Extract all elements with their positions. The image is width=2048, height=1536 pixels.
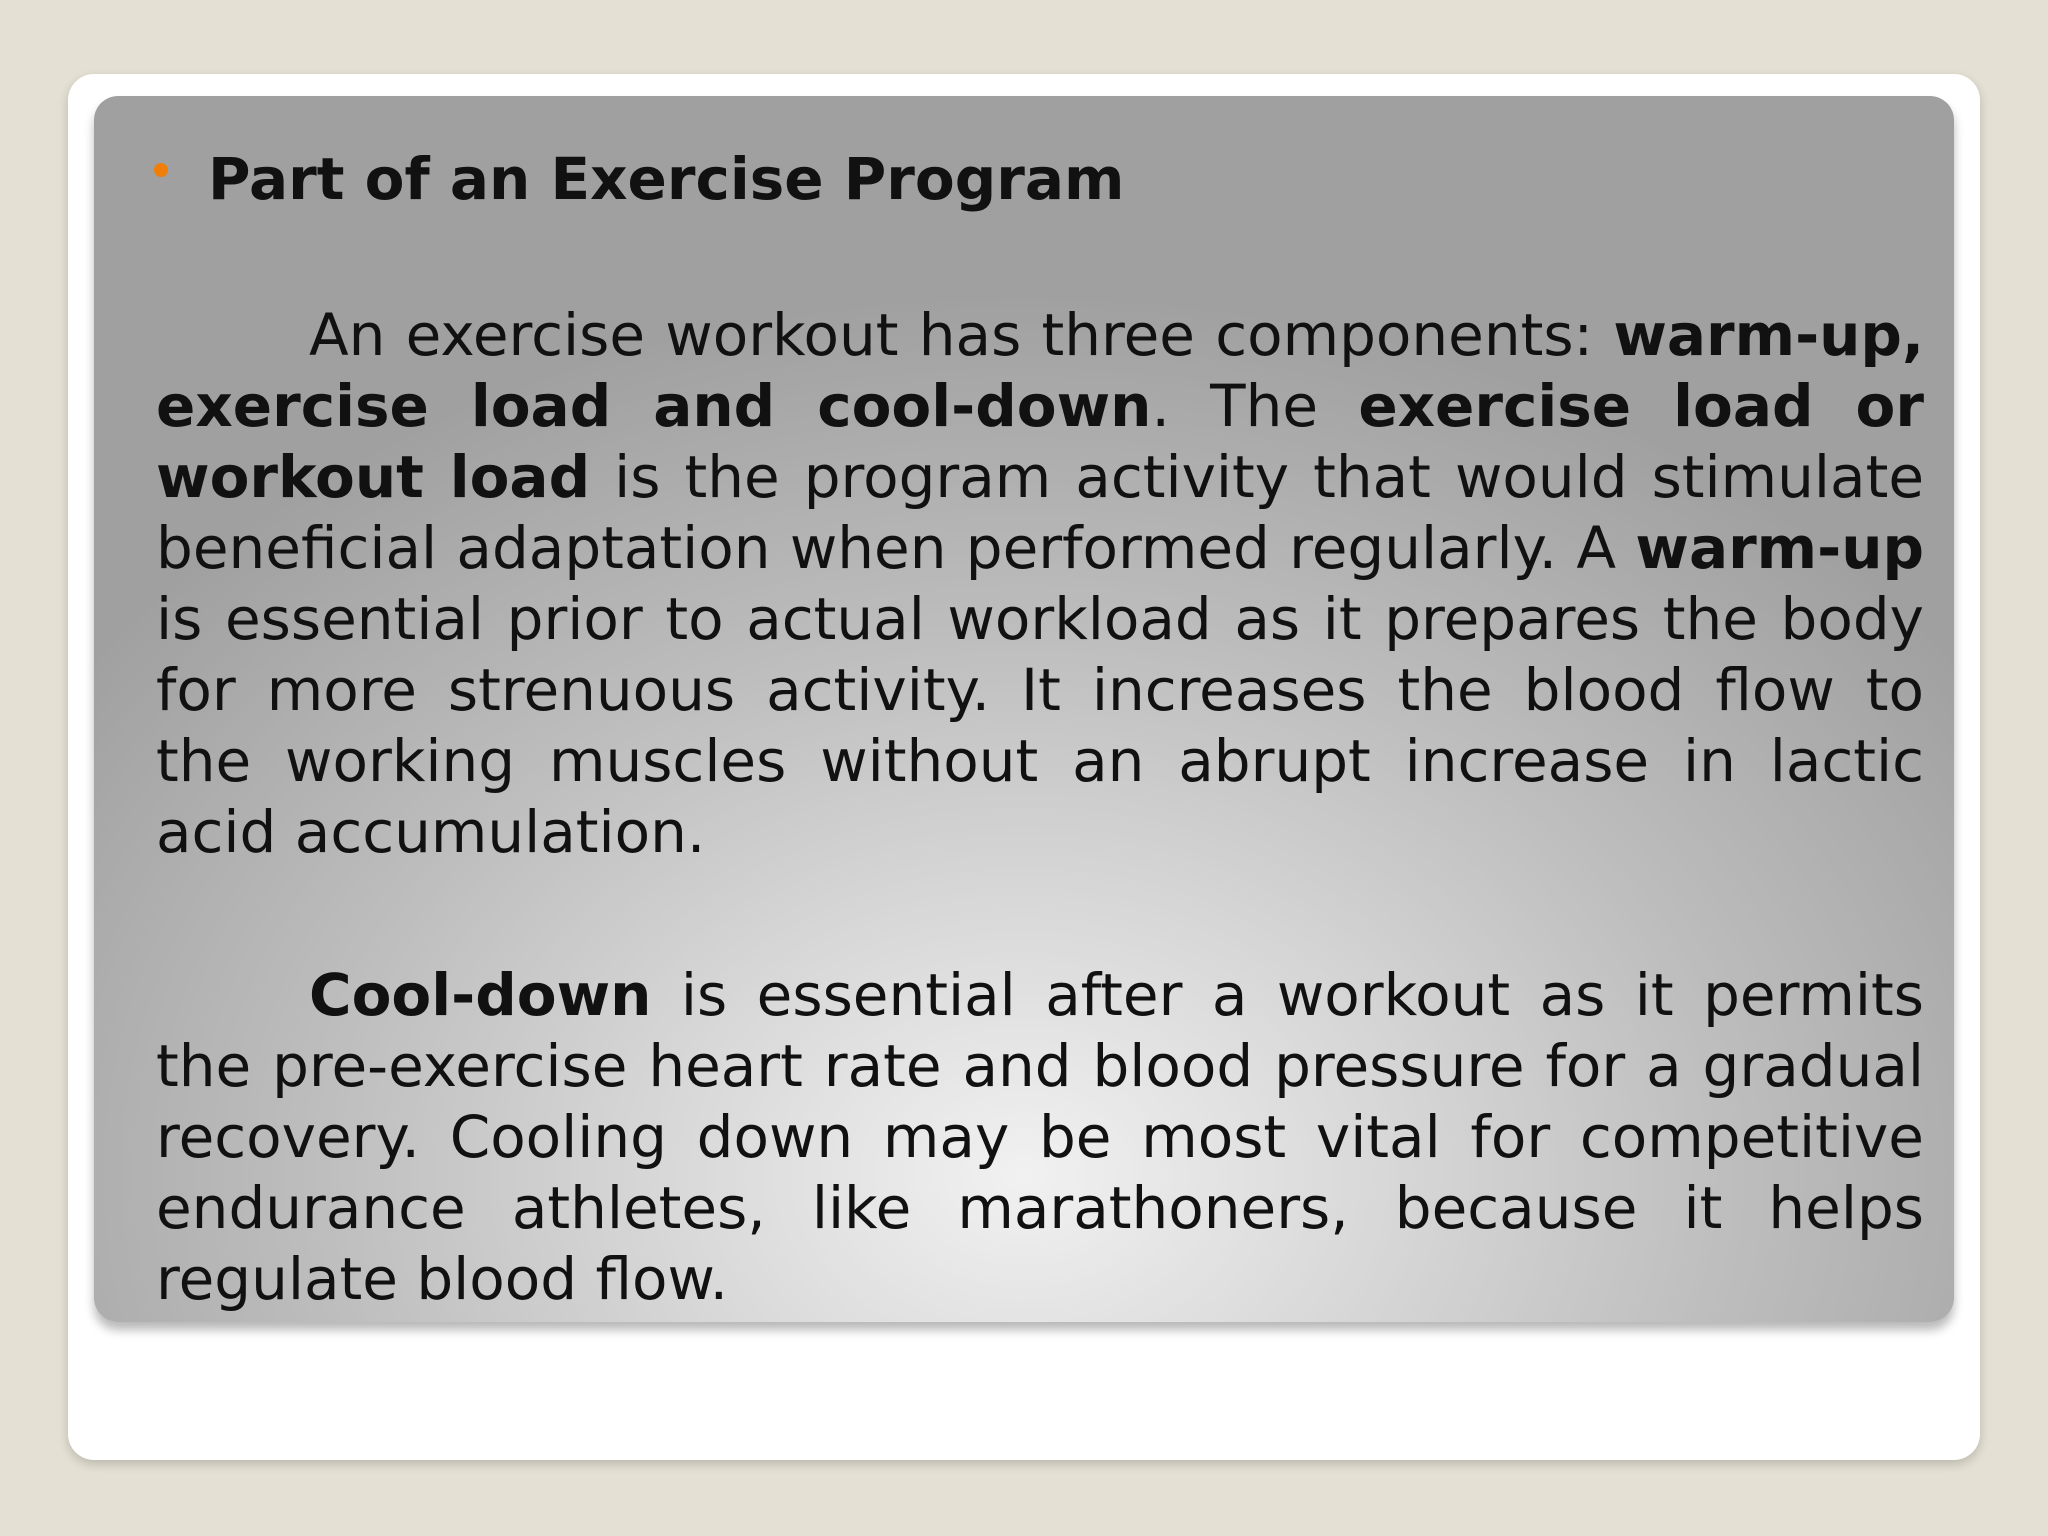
content-panel bbox=[94, 96, 1954, 1322]
paragraph-components bbox=[156, 300, 1924, 868]
p2-text-1: is essential after a workout as it permits the pre-exercise heart rate and blood pressure for a gradual recovery. Cooling down may be most vital for competitive endurance athletes, like marathoners, because it helps regulate blood flow. bbox=[156, 961, 1924, 1313]
slide-heading: Part of an Exercise Program bbox=[208, 145, 1125, 213]
p1-text-4: is essential prior to actual workload as it prepares the body for more strenuous activity. It increases the blood flow to the working muscles without an abrupt increase in lactic acid accumulation. bbox=[156, 585, 1924, 866]
p1-text-1: An exercise workout has three components: bbox=[309, 301, 1614, 369]
p1-text-3: is the program activity that would stimulate beneficial adaptation when performed regularly. A bbox=[156, 443, 1924, 582]
p2-bold-cool-down: Cool-down bbox=[309, 961, 652, 1029]
p1-bold-exercise-load: exercise load or workout load bbox=[156, 372, 1924, 511]
slide-frame bbox=[68, 74, 1980, 1460]
bullet-icon bbox=[154, 163, 168, 177]
paragraph-cool-down bbox=[156, 960, 1924, 1315]
p1-bold-components: warm-up, exercise load and cool-down bbox=[156, 301, 1924, 440]
heading-row bbox=[154, 134, 1124, 224]
p1-text-2: . The bbox=[1151, 372, 1359, 440]
p1-bold-warm-up: warm-up bbox=[1635, 514, 1924, 582]
